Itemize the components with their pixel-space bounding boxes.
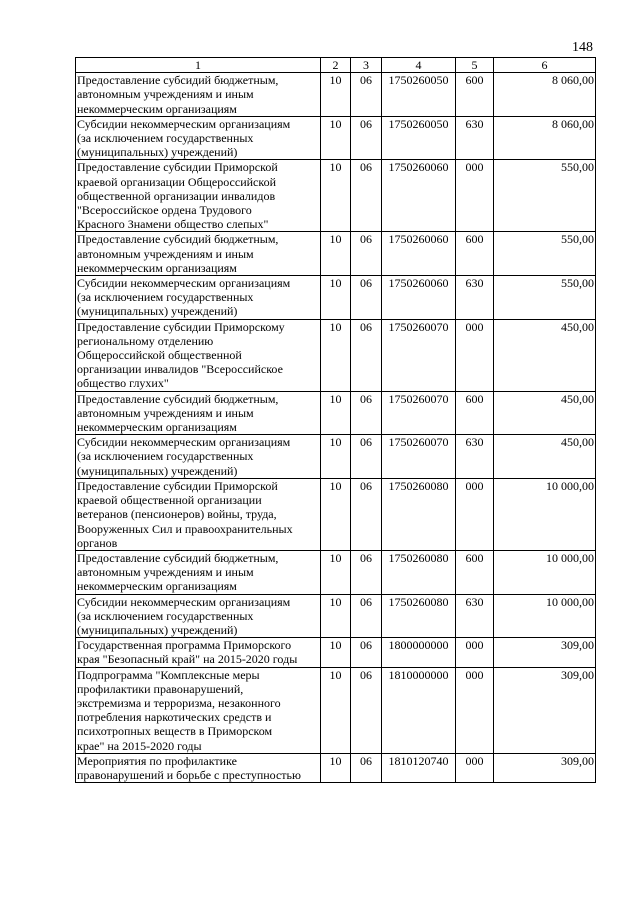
row-code-cell: 630 <box>456 276 494 320</box>
row-code-cell: 630 <box>456 116 494 160</box>
table-row <box>76 753 596 782</box>
row-code-cell: 000 <box>456 319 494 391</box>
row-code-cell: 1810000000 <box>382 667 456 753</box>
row-code-cell: 06 <box>351 550 382 594</box>
row-code-cell: 1750260060 <box>382 276 456 320</box>
row-amount-cell: 8 060,00 <box>494 116 596 160</box>
row-code-cell: 06 <box>351 160 382 232</box>
table-row <box>76 550 596 594</box>
row-name-cell: Предоставление субсидии Приморскому региональному отделению Общероссийской общественной организации инвалидов "Всероссийское общество глухих" <box>76 319 321 391</box>
header-cell: 4 <box>382 58 456 73</box>
table-row <box>76 73 596 117</box>
row-code-cell: 000 <box>456 667 494 753</box>
header-cell: 1 <box>76 58 321 73</box>
row-code-cell: 06 <box>351 638 382 667</box>
row-code-cell: 06 <box>351 319 382 391</box>
row-code-cell: 06 <box>351 753 382 782</box>
table-row <box>76 391 596 435</box>
row-code-cell: 06 <box>351 435 382 479</box>
row-code-cell: 06 <box>351 232 382 276</box>
row-code-cell: 600 <box>456 73 494 117</box>
page-number: 148 <box>572 40 593 55</box>
row-code-cell: 10 <box>321 550 351 594</box>
row-name-cell: Подпрограмма "Комплексные меры профилактики правонарушений, экстремизма и терроризма, незаконного потребления наркотических средств и психотропных веществ в Приморском крае" на 2015-2020 годы <box>76 667 321 753</box>
header-cell: 6 <box>494 58 596 73</box>
row-amount-cell: 10 000,00 <box>494 594 596 638</box>
row-code-cell: 10 <box>321 232 351 276</box>
header-cell: 2 <box>321 58 351 73</box>
table-header-row <box>76 58 596 73</box>
row-amount-cell: 10 000,00 <box>494 550 596 594</box>
row-name-cell: Государственная программа Приморского края "Безопасный край" на 2015-2020 годы <box>76 638 321 667</box>
row-name-cell: Субсидии некоммерческим организациям (за исключением государственных (муниципальных) учреждений) <box>76 116 321 160</box>
table-row <box>76 116 596 160</box>
row-code-cell: 10 <box>321 276 351 320</box>
table-row <box>76 435 596 479</box>
row-amount-cell: 10 000,00 <box>494 478 596 550</box>
table-row <box>76 276 596 320</box>
row-code-cell: 06 <box>351 594 382 638</box>
row-amount-cell: 450,00 <box>494 319 596 391</box>
row-code-cell: 600 <box>456 391 494 435</box>
row-code-cell: 000 <box>456 160 494 232</box>
row-amount-cell: 450,00 <box>494 391 596 435</box>
row-code-cell: 10 <box>321 160 351 232</box>
row-code-cell: 000 <box>456 753 494 782</box>
row-code-cell: 1750260080 <box>382 594 456 638</box>
table-row <box>76 319 596 391</box>
row-name-cell: Предоставление субсидий бюджетным, автономным учреждениям и иным некоммерческим организациям <box>76 232 321 276</box>
row-code-cell: 10 <box>321 667 351 753</box>
row-code-cell: 1750260070 <box>382 391 456 435</box>
row-amount-cell: 309,00 <box>494 667 596 753</box>
table-row <box>76 232 596 276</box>
row-code-cell: 10 <box>321 73 351 117</box>
row-name-cell: Предоставление субсидий бюджетным, автономным учреждениям и иным некоммерческим организациям <box>76 391 321 435</box>
row-name-cell: Предоставление субсидии Приморской краевой организации Общероссийской общественной организации инвалидов "Всероссийское ордена Трудового Красного Знамени общество слепых" <box>76 160 321 232</box>
row-amount-cell: 550,00 <box>494 160 596 232</box>
row-code-cell: 1810120740 <box>382 753 456 782</box>
row-code-cell: 1750260070 <box>382 319 456 391</box>
row-code-cell: 1750260050 <box>382 116 456 160</box>
row-code-cell: 600 <box>456 232 494 276</box>
row-code-cell: 10 <box>321 116 351 160</box>
row-name-cell: Предоставление субсидий бюджетным, автономным учреждениям и иным некоммерческим организациям <box>76 550 321 594</box>
row-code-cell: 10 <box>321 594 351 638</box>
row-name-cell: Предоставление субсидий бюджетным, автономным учреждениям и иным некоммерческим организациям <box>76 73 321 117</box>
row-amount-cell: 309,00 <box>494 753 596 782</box>
row-code-cell: 1750260080 <box>382 550 456 594</box>
row-code-cell: 630 <box>456 594 494 638</box>
row-code-cell: 06 <box>351 391 382 435</box>
header-cell: 3 <box>351 58 382 73</box>
table-row <box>76 594 596 638</box>
row-code-cell: 1750260060 <box>382 232 456 276</box>
row-name-cell: Мероприятия по профилактике правонарушений и борьбе с преступностью <box>76 753 321 782</box>
row-code-cell: 10 <box>321 435 351 479</box>
row-code-cell: 1750260080 <box>382 478 456 550</box>
table-row <box>76 478 596 550</box>
row-code-cell: 06 <box>351 73 382 117</box>
row-code-cell: 000 <box>456 478 494 550</box>
row-code-cell: 06 <box>351 276 382 320</box>
row-code-cell: 06 <box>351 478 382 550</box>
row-code-cell: 10 <box>321 753 351 782</box>
row-amount-cell: 8 060,00 <box>494 73 596 117</box>
row-amount-cell: 550,00 <box>494 232 596 276</box>
row-amount-cell: 450,00 <box>494 435 596 479</box>
row-name-cell: Субсидии некоммерческим организациям (за исключением государственных (муниципальных) учреждений) <box>76 594 321 638</box>
header-cell: 5 <box>456 58 494 73</box>
row-code-cell: 1750260060 <box>382 160 456 232</box>
row-code-cell: 630 <box>456 435 494 479</box>
row-code-cell: 000 <box>456 638 494 667</box>
row-code-cell: 10 <box>321 319 351 391</box>
row-code-cell: 1750260050 <box>382 73 456 117</box>
table-row <box>76 638 596 667</box>
row-name-cell: Субсидии некоммерческим организациям (за исключением государственных (муниципальных) учреждений) <box>76 435 321 479</box>
row-code-cell: 10 <box>321 391 351 435</box>
row-code-cell: 06 <box>351 667 382 753</box>
row-code-cell: 1750260070 <box>382 435 456 479</box>
row-code-cell: 600 <box>456 550 494 594</box>
row-name-cell: Предоставление субсидии Приморской краевой общественной организации ветеранов (пенсионеров) войны, труда, Вооруженных Сил и правоохранительных органов <box>76 478 321 550</box>
row-code-cell: 1800000000 <box>382 638 456 667</box>
budget-table <box>75 57 596 783</box>
row-code-cell: 10 <box>321 478 351 550</box>
row-amount-cell: 550,00 <box>494 276 596 320</box>
row-code-cell: 06 <box>351 116 382 160</box>
row-code-cell: 10 <box>321 638 351 667</box>
row-name-cell: Субсидии некоммерческим организациям (за исключением государственных (муниципальных) учреждений) <box>76 276 321 320</box>
table-row <box>76 160 596 232</box>
table-row <box>76 667 596 753</box>
row-amount-cell: 309,00 <box>494 638 596 667</box>
